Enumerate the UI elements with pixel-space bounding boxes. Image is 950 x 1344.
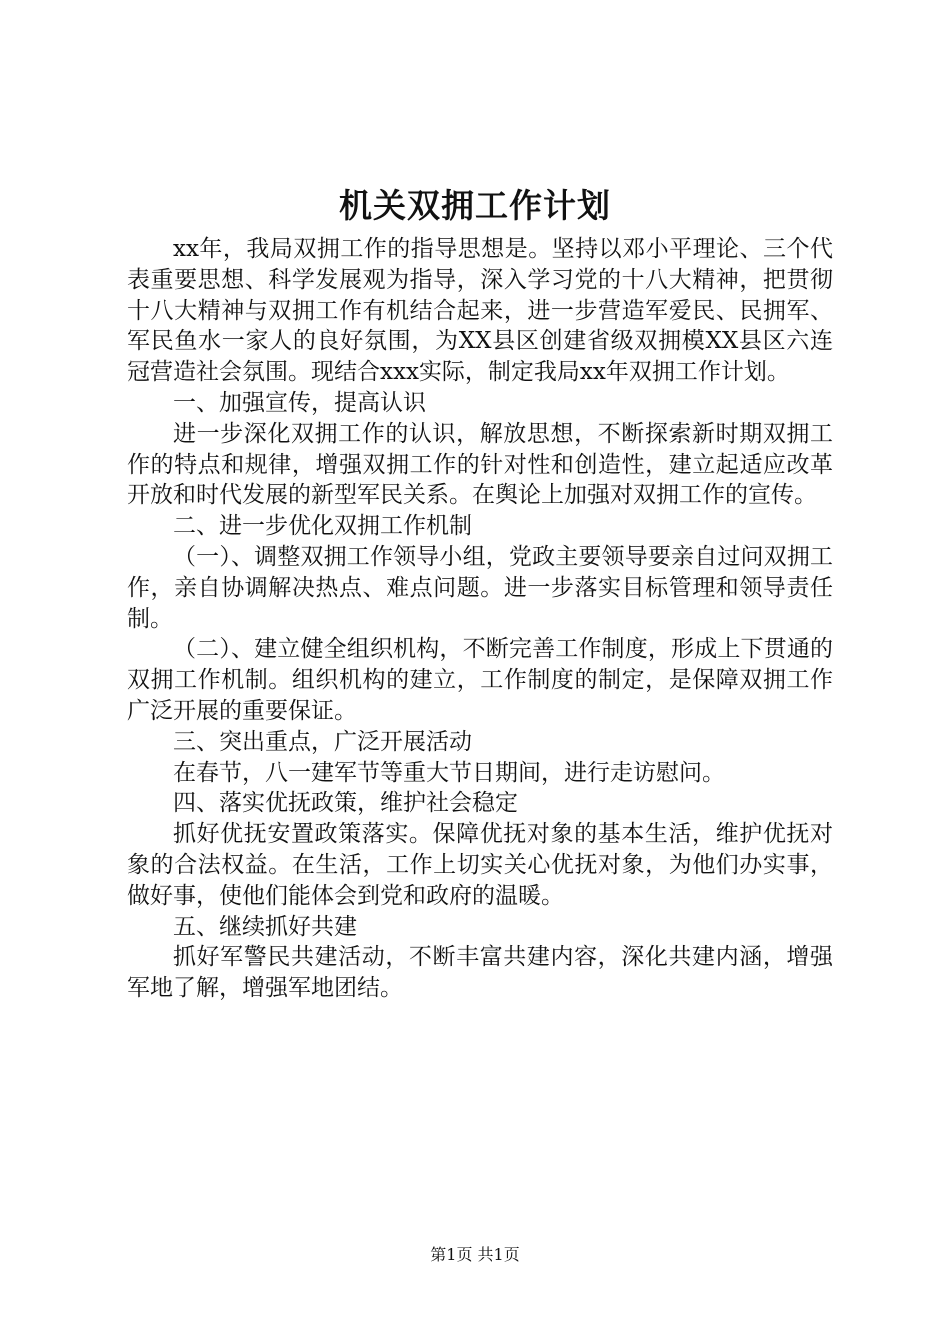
page-footer: 第1页 共1页 xyxy=(430,1245,520,1264)
subsection-paragraph-2-2: （二）、建立健全组织机构，不断完善工作制度，形成上下贯通的双拥工作机制。组织机构的建立，工作制度的制定，是保障双拥工作广泛开展的重要保证。 xyxy=(127,636,833,724)
section-paragraph-5: 抓好军警民共建活动，不断丰富共建内容，深化共建内涵，增强军地了解，增强军地团结。 xyxy=(127,944,833,1002)
intro-paragraph: xx年，我局双拥工作的指导思想是。坚持以邓小平理论、三个代表重要思想、科学发展观为指导，深入学习党的十八大精神，把贯彻十八大精神与双拥工作有机结合起来，进一步营造军爱民、民拥军、军民鱼水一家人的良好氛围，为XX县区创建省级双拥模XX县区六连冠营造社会氛围。现结合xxx实际，制定我局xx年双拥工作计划。 xyxy=(127,236,833,386)
document-title: 机关双拥工作计划 xyxy=(339,186,611,225)
section-heading-3: 三、突出重点，广泛开展活动 xyxy=(173,728,472,755)
section-heading-4: 四、落实优抚政策，维护社会稳定 xyxy=(173,790,518,817)
section-heading-5: 五、继续抓好共建 xyxy=(173,913,357,940)
section-paragraph-4: 抓好优抚安置政策落实。保障优抚对象的基本生活，维护优抚对象的合法权益。在生活，工作上切实关心优抚对象，为他们办实事，做好事，使他们能体会到党和政府的温暖。 xyxy=(127,821,833,909)
section-paragraph-1: 进一步深化双拥工作的认识，解放思想，不断探索新时期双拥工作的特点和规律，增强双拥工作的针对性和创造性，建立起适应改革开放和时代发展的新型军民关系。在舆论上加强对双拥工作的宣传。 xyxy=(127,420,833,509)
subsection-paragraph-2-1: （一）、调整双拥工作领导小组，党政主要领导要亲自过问双拥工作，亲自协调解决热点、难点问题。进一步落实目标管理和领导责任制。 xyxy=(127,543,833,632)
section-heading-2: 二、进一步优化双拥工作机制 xyxy=(173,513,472,540)
section-heading-1: 一、加强宣传，提高认识 xyxy=(173,389,426,416)
section-paragraph-3: 在春节，八一建军节等重大节日期间，进行走访慰问。 xyxy=(173,759,725,786)
document-body xyxy=(127,234,833,1004)
